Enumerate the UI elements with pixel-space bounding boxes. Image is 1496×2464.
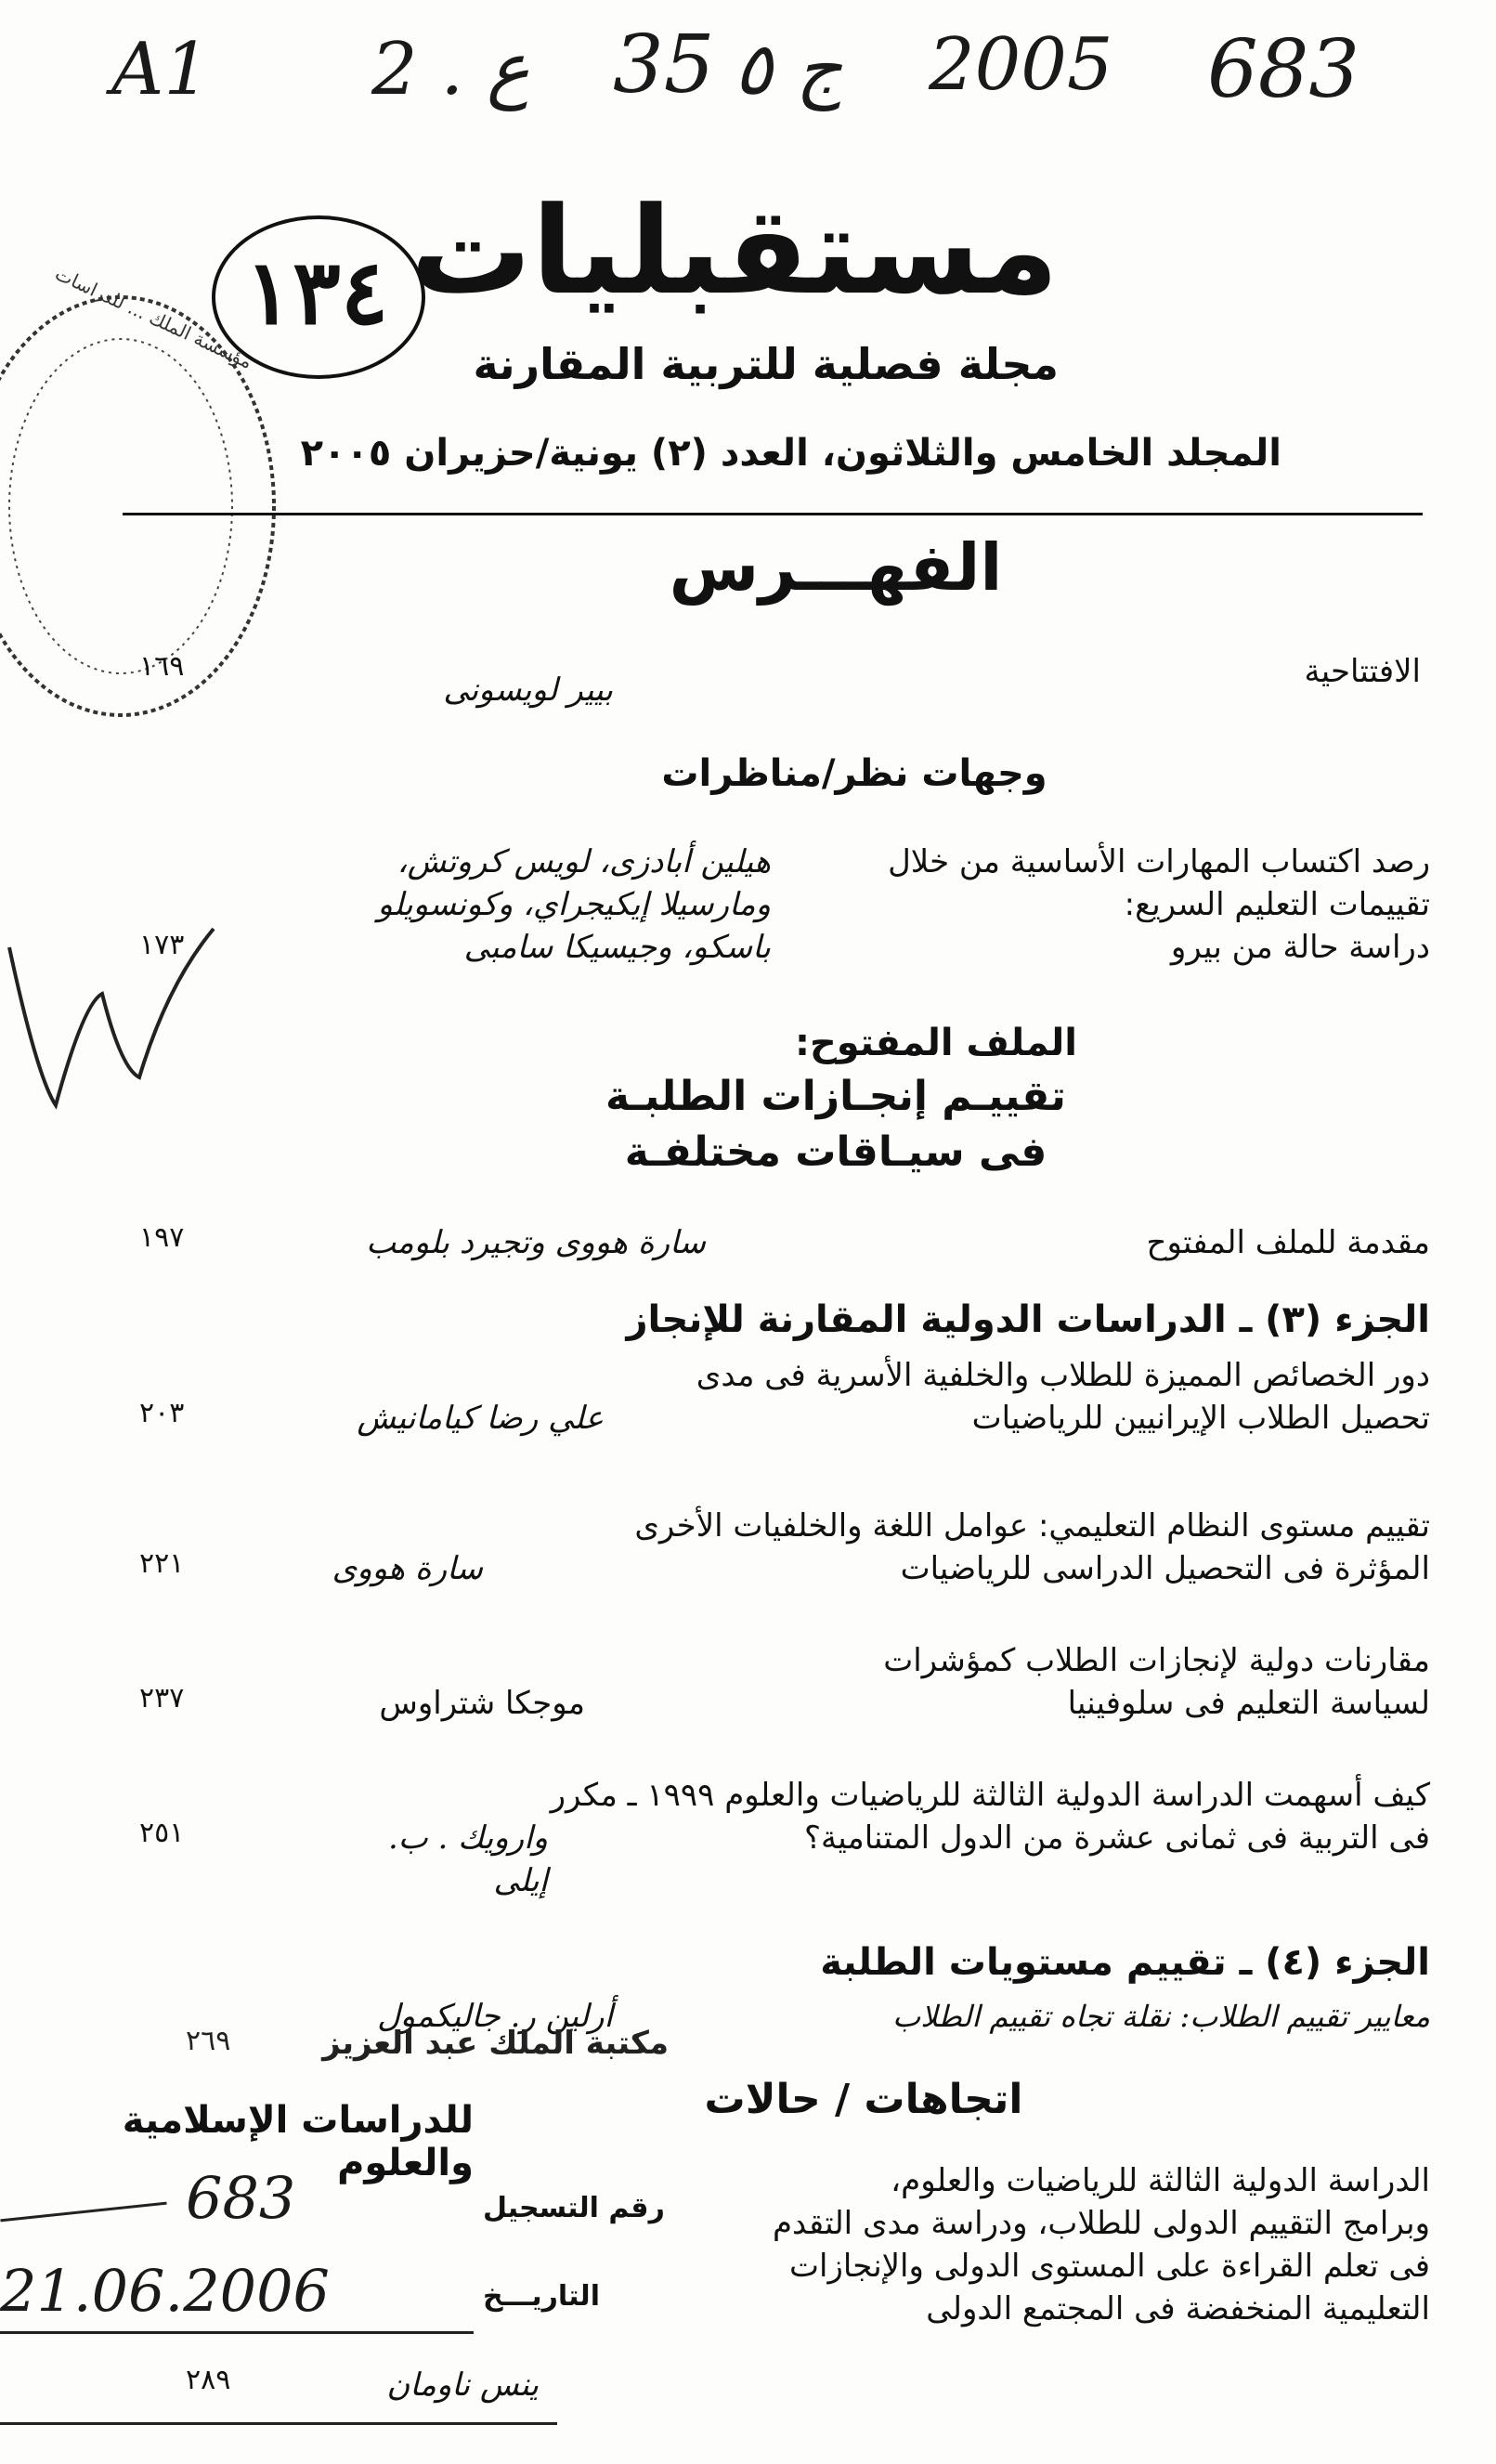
- toc-d-title-line: كيف أسهمت الدراسة الدولية الثالثة للرياضيات والعلوم ١٩٩٩ ـ مكرر: [550, 1777, 1430, 1814]
- toc-c-title: [706, 1639, 1430, 1725]
- toc-f-title-line: التعليمية المنخفضة فى المجتمع الدولى: [926, 2290, 1430, 2327]
- toc-f-title-line: وبرامج التقييم الدولى للطلاب، ودراسة مدى التقدم: [772, 2205, 1430, 2242]
- library-stamp-line1: مكتبة الملك عبد العزيز: [322, 2025, 669, 2062]
- open-file-line1: تقييـم إنجـازات الطلبـة: [605, 1073, 1066, 1120]
- handwritten-header: [0, 19, 1496, 121]
- toc-c-page: ٢٣٧: [139, 1682, 185, 1714]
- toc-f-author: ينس ناومان: [386, 2366, 539, 2404]
- library-stamp-reg-scribble: [0, 2202, 166, 2223]
- toc-d-author: وارويك . ب. إيلى: [387, 1819, 548, 1899]
- toc-intro-page: ١٩٧: [139, 1221, 185, 1254]
- toc-views-title-line: رصد اكتساب المهارات الأساسية من خلال: [888, 843, 1430, 880]
- toc-b-author: سارة هووى: [332, 1550, 483, 1587]
- header-rule: [123, 513, 1423, 515]
- toc-f-title: [724, 2159, 1430, 2330]
- margin-scribble: [0, 892, 223, 1124]
- toc-views-title-line: تقييمات التعليم السريع:: [1124, 886, 1430, 923]
- toc-d-page: ٢٥١: [139, 1817, 185, 1849]
- library-stamp-bottom-rule: [0, 2422, 557, 2425]
- part3-title: الجزء (٣) ـ الدراسات الدولية المقارنة للإنجاز: [626, 1298, 1430, 1341]
- toc-b-title: [520, 1505, 1430, 1590]
- hw-a1: A1: [111, 28, 210, 111]
- library-stamp-reg-label: رقم التسجيل: [483, 2192, 665, 2224]
- toc-views-page: ١٧٣: [139, 929, 185, 961]
- toc-e-author: أرلين ر. جاليكمول: [377, 1998, 613, 2035]
- section-views: وجهات نظر/مناظرات: [661, 752, 1047, 795]
- toc-f-page: ٢٨٩: [186, 2364, 231, 2396]
- toc-b-title-line: تقييم مستوى النظام التعليمي: عوامل اللغة والخلفيات الأخرى: [634, 1507, 1430, 1545]
- toc-d-title: [464, 1774, 1430, 1859]
- toc-d-title-line: فى التربية فى ثمانى عشرة من الدول المتنامية؟: [803, 1819, 1430, 1857]
- toc-f-title-line: الدراسة الدولية الثالثة للرياضيات والعلوم،: [891, 2162, 1430, 2199]
- library-stamp-date-label: التاريـــخ: [483, 2280, 600, 2313]
- part4-title: الجزء (٤) ـ تقييم مستويات الطلبة: [820, 1941, 1430, 1984]
- hw-year: 2005: [929, 23, 1113, 107]
- toc-c-author: موجكا شتراوس: [379, 1685, 585, 1722]
- toc-e-title: معايير تقييم الطلاب: نقلة تجاه تقييم الطلاب: [892, 1999, 1430, 2034]
- hw-vol: 35: [613, 19, 715, 111]
- library-stamp-line2: للدراسات الإسلامية والعلوم: [122, 2099, 474, 2184]
- section-trends: اتجاهات / حالات: [704, 2076, 1023, 2123]
- issue-circle-number: ١٣٤: [244, 240, 389, 345]
- toc-b-page: ٢٢١: [139, 1547, 185, 1580]
- round-stamp-text: مؤسسة الملك ... للدراسات: [51, 262, 256, 373]
- toc-views-title-line: دراسة حالة من بيرو: [1170, 929, 1430, 966]
- toc-a-title-line: تحصيل الطلاب الإيرانيين للرياضيات: [971, 1400, 1430, 1437]
- issue-line: المجلد الخامس والثلاثون، العدد (٢) يونية/حزيران ٢٠٠٥: [300, 432, 1281, 475]
- open-file-line2: فى سيـاقات مختلفـة: [624, 1128, 1047, 1176]
- toc-views-author-line: باسكو، وجيسيكا سامبى: [463, 929, 771, 966]
- hw-part: ج ٥: [734, 28, 843, 111]
- hw-code: 2 . ع: [371, 28, 530, 111]
- index-title: الفهـــرس: [669, 529, 1003, 606]
- toc-c-title-line: لسياسة التعليم فى سلوفينيا: [1067, 1685, 1430, 1722]
- toc-views-author-line: ومارسيلا إيكيجراي، وكونسويلو: [377, 886, 771, 923]
- toc-a-title: [520, 1354, 1430, 1440]
- toc-editorial-author: بيير لويسونى: [443, 671, 613, 709]
- toc-intro-title: مقدمة للملف المفتوح: [1146, 1224, 1430, 1261]
- hw-number: 683: [1207, 23, 1360, 116]
- toc-intro-author: سارة هووى وتجيرد بلومب: [366, 1224, 706, 1261]
- toc-editorial-title: الافتتاحية: [1304, 653, 1421, 690]
- journal-title: مستقبليات: [410, 180, 1059, 321]
- toc-a-title-line: دور الخصائص المميزة للطلاب والخلفية الأسرية فى مدى: [696, 1357, 1430, 1394]
- toc-b-title-line: المؤثرة فى التحصيل الدراسى للرياضيات: [900, 1550, 1430, 1587]
- toc-f-title-line: فى تعلم القراءة على المستوى الدولى والإنجازات: [789, 2248, 1430, 2285]
- toc-views-authors: [325, 841, 771, 969]
- library-stamp-date-value: 21.06.2006: [0, 2257, 330, 2325]
- library-stamp: [0, 2025, 669, 2452]
- library-stamp-reg-value: 683: [186, 2164, 296, 2232]
- toc-a-author: علي رضا كيامانيش: [357, 1400, 604, 1437]
- toc-editorial-page: ١٦٩: [139, 650, 185, 683]
- library-stamp-code: ٢٦٩: [186, 2025, 231, 2057]
- toc-views-title: [817, 841, 1430, 969]
- open-file-label: الملف المفتوح:: [794, 1022, 1077, 1064]
- toc-a-page: ٢٠٣: [139, 1397, 185, 1429]
- journal-subtitle: مجلة فصلية للتربية المقارنة: [473, 339, 1059, 389]
- toc-views-author-line: هيلين أبادزى، لويس كروتش،: [397, 843, 771, 880]
- toc-c-title-line: مقارنات دولية لإنجازات الطلاب كمؤشرات: [883, 1642, 1430, 1679]
- library-stamp-date-underline: [0, 2331, 474, 2334]
